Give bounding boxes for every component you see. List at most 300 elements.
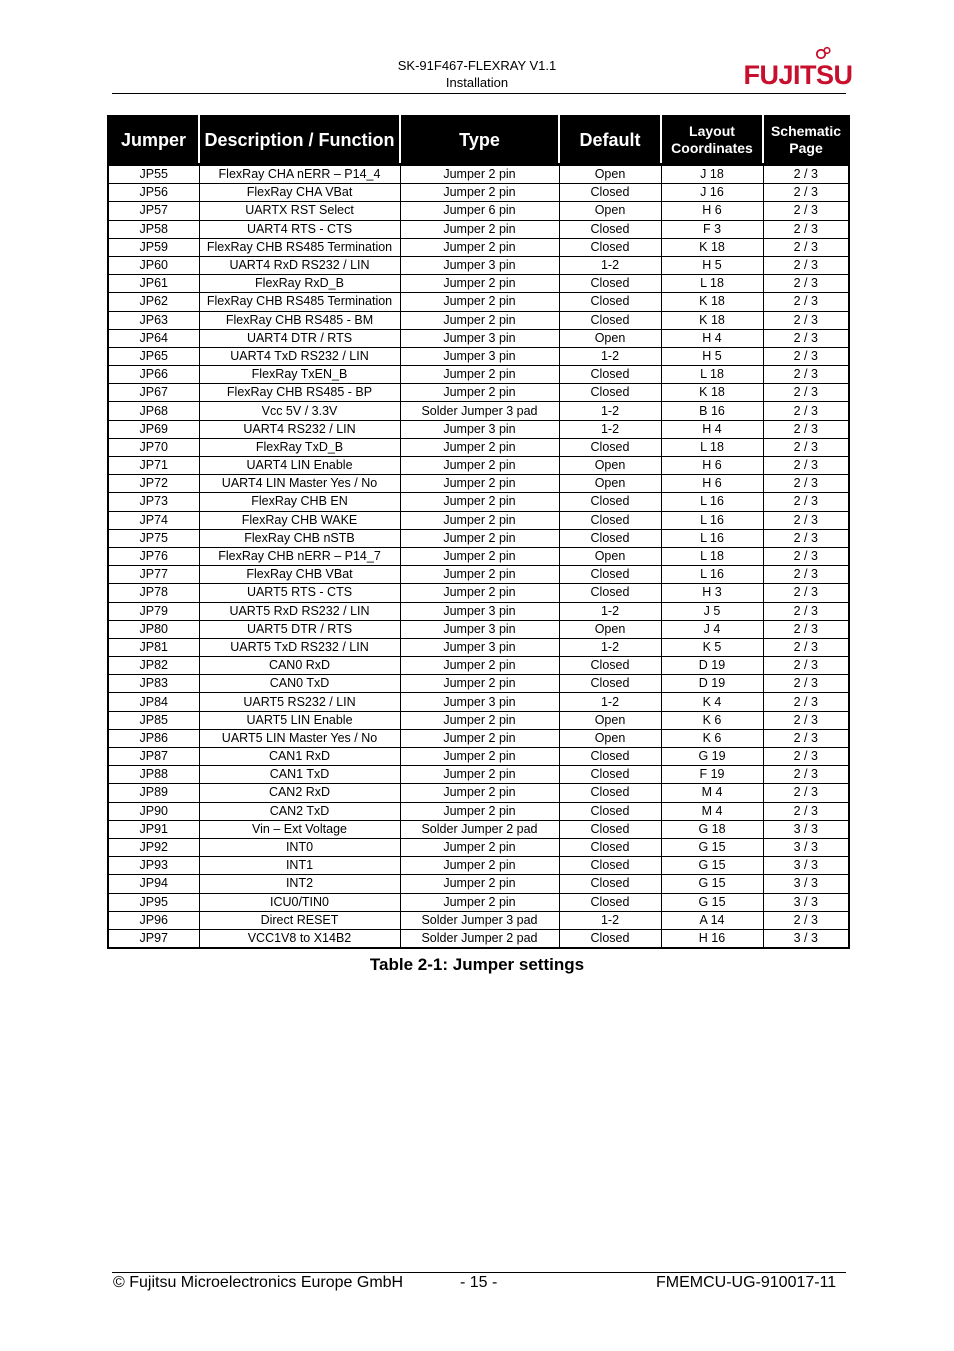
default-cell: Closed xyxy=(559,566,661,584)
default-cell: Closed xyxy=(559,857,661,875)
table-row xyxy=(108,802,849,820)
jumper-cell: JP79 xyxy=(108,602,199,620)
table-row xyxy=(108,457,849,475)
document-title: SK-91F467-FLEXRAY V1.1 xyxy=(397,58,557,73)
default-cell: Closed xyxy=(559,875,661,893)
table-row xyxy=(108,729,849,747)
table-row xyxy=(108,620,849,638)
jumper-cell: JP68 xyxy=(108,402,199,420)
layout-coordinates-cell: L 16 xyxy=(661,529,763,547)
description-cell: FlexRay CHB EN xyxy=(199,493,400,511)
schematic-page-cell: 3 / 3 xyxy=(763,875,849,893)
description-cell: UART5 DTR / RTS xyxy=(199,620,400,638)
schematic-page-cell: 3 / 3 xyxy=(763,929,849,948)
schematic-page-cell: 2 / 3 xyxy=(763,347,849,365)
jumper-cell: JP89 xyxy=(108,784,199,802)
schematic-page-cell: 2 / 3 xyxy=(763,711,849,729)
layout-coordinates-cell: G 15 xyxy=(661,838,763,856)
schematic-page-cell: 2 / 3 xyxy=(763,475,849,493)
default-cell: Closed xyxy=(559,748,661,766)
layout-coordinates-cell: K 18 xyxy=(661,293,763,311)
table-row xyxy=(108,438,849,456)
layout-coordinates-cell: D 19 xyxy=(661,675,763,693)
layout-coordinates-cell: G 15 xyxy=(661,893,763,911)
table-row xyxy=(108,184,849,202)
layout-coordinates-cell: H 3 xyxy=(661,584,763,602)
schematic-page-cell: 3 / 3 xyxy=(763,820,849,838)
type-cell: Jumper 2 pin xyxy=(400,875,559,893)
description-cell: FlexRay TxEN_B xyxy=(199,366,400,384)
default-cell: Closed xyxy=(559,929,661,948)
description-cell: CAN2 RxD xyxy=(199,784,400,802)
schematic-page-cell: 3 / 3 xyxy=(763,838,849,856)
jumper-cell: JP64 xyxy=(108,329,199,347)
jumper-cell: JP73 xyxy=(108,493,199,511)
type-cell: Jumper 2 pin xyxy=(400,675,559,693)
default-cell: Closed xyxy=(559,293,661,311)
type-cell: Jumper 3 pin xyxy=(400,602,559,620)
default-cell: 1-2 xyxy=(559,420,661,438)
layout-coordinates-cell: F 3 xyxy=(661,220,763,238)
type-cell: Jumper 2 pin xyxy=(400,784,559,802)
schematic-page-cell: 2 / 3 xyxy=(763,620,849,638)
layout-coordinates-cell: G 15 xyxy=(661,857,763,875)
jumper-cell: JP86 xyxy=(108,729,199,747)
description-cell: UART5 RTS - CTS xyxy=(199,584,400,602)
default-cell: Open xyxy=(559,329,661,347)
default-cell: Closed xyxy=(559,802,661,820)
layout-coordinates-cell: L 18 xyxy=(661,275,763,293)
type-cell: Jumper 2 pin xyxy=(400,475,559,493)
type-cell: Jumper 2 pin xyxy=(400,511,559,529)
description-cell: UART5 RS232 / LIN xyxy=(199,693,400,711)
description-cell: UART4 LIN Master Yes / No xyxy=(199,475,400,493)
type-cell: Jumper 2 pin xyxy=(400,838,559,856)
table-row xyxy=(108,347,849,365)
type-cell: Jumper 3 pin xyxy=(400,693,559,711)
schematic-page-cell: 2 / 3 xyxy=(763,566,849,584)
description-cell: UART4 TxD RS232 / LIN xyxy=(199,347,400,365)
schematic-page-cell: 2 / 3 xyxy=(763,366,849,384)
description-cell: UART5 TxD RS232 / LIN xyxy=(199,638,400,656)
type-cell: Jumper 2 pin xyxy=(400,457,559,475)
type-cell: Solder Jumper 2 pad xyxy=(400,820,559,838)
type-cell: Jumper 2 pin xyxy=(400,220,559,238)
layout-coordinates-cell: B 16 xyxy=(661,402,763,420)
type-cell: Solder Jumper 3 pad xyxy=(400,911,559,929)
default-cell: Closed xyxy=(559,838,661,856)
table-row xyxy=(108,547,849,565)
description-cell: UART5 RxD RS232 / LIN xyxy=(199,602,400,620)
jumper-cell: JP96 xyxy=(108,911,199,929)
jumper-cell: JP57 xyxy=(108,202,199,220)
table-row xyxy=(108,838,849,856)
type-cell: Jumper 2 pin xyxy=(400,566,559,584)
jumper-cell: JP74 xyxy=(108,511,199,529)
layout-coordinates-cell: F 19 xyxy=(661,766,763,784)
table-row xyxy=(108,420,849,438)
layout-coordinates-cell: J 5 xyxy=(661,602,763,620)
description-cell: FlexRay CHB VBat xyxy=(199,566,400,584)
type-cell: Jumper 2 pin xyxy=(400,529,559,547)
table-row xyxy=(108,693,849,711)
description-cell: CAN0 RxD xyxy=(199,657,400,675)
schematic-page-cell: 2 / 3 xyxy=(763,311,849,329)
schematic-page-cell: 2 / 3 xyxy=(763,657,849,675)
layout-coordinates-cell: L 16 xyxy=(661,511,763,529)
layout-coordinates-cell: J 18 xyxy=(661,165,763,184)
schematic-page-cell: 2 / 3 xyxy=(763,238,849,256)
page-number: - 15 - xyxy=(460,1274,498,1291)
table-row xyxy=(108,766,849,784)
description-cell: CAN2 TxD xyxy=(199,802,400,820)
description-cell: FlexRay CHB WAKE xyxy=(199,511,400,529)
description-cell: FlexRay CHA VBat xyxy=(199,184,400,202)
table-row xyxy=(108,293,849,311)
default-cell: Closed xyxy=(559,184,661,202)
jumper-cell: JP85 xyxy=(108,711,199,729)
layout-coordinates-cell: L 16 xyxy=(661,493,763,511)
table-row xyxy=(108,238,849,256)
default-cell: Closed xyxy=(559,584,661,602)
description-cell: Vin – Ext Voltage xyxy=(199,820,400,838)
schematic-page-cell: 2 / 3 xyxy=(763,438,849,456)
layout-coordinates-cell: L 18 xyxy=(661,438,763,456)
jumper-cell: JP97 xyxy=(108,929,199,948)
description-cell: UART4 RTS - CTS xyxy=(199,220,400,238)
default-cell: Closed xyxy=(559,238,661,256)
layout-coordinates-cell: L 16 xyxy=(661,566,763,584)
description-cell: FlexRay RxD_B xyxy=(199,275,400,293)
table-row xyxy=(108,929,849,948)
default-cell: Closed xyxy=(559,438,661,456)
footer-rule xyxy=(112,1272,846,1273)
table-row xyxy=(108,256,849,274)
table-row xyxy=(108,911,849,929)
layout-coordinates-cell: K 5 xyxy=(661,638,763,656)
default-cell: Closed xyxy=(559,511,661,529)
jumper-cell: JP83 xyxy=(108,675,199,693)
type-cell: Jumper 2 pin xyxy=(400,893,559,911)
schematic-page-cell: 2 / 3 xyxy=(763,384,849,402)
table-row xyxy=(108,275,849,293)
type-cell: Jumper 2 pin xyxy=(400,493,559,511)
jumper-cell: JP66 xyxy=(108,366,199,384)
table-row xyxy=(108,475,849,493)
table-row xyxy=(108,202,849,220)
jumper-cell: JP90 xyxy=(108,802,199,820)
schematic-page-cell: 2 / 3 xyxy=(763,184,849,202)
default-cell: 1-2 xyxy=(559,911,661,929)
table-row xyxy=(108,311,849,329)
schematic-page-cell: 2 / 3 xyxy=(763,729,849,747)
default-cell: Closed xyxy=(559,275,661,293)
jumper-cell: JP76 xyxy=(108,547,199,565)
jumper-cell: JP55 xyxy=(108,165,199,184)
layout-coordinates-cell: K 18 xyxy=(661,384,763,402)
description-cell: FlexRay CHB RS485 - BP xyxy=(199,384,400,402)
schematic-page-cell: 3 / 3 xyxy=(763,857,849,875)
description-cell: UART4 RS232 / LIN xyxy=(199,420,400,438)
type-cell: Jumper 3 pin xyxy=(400,347,559,365)
table-row xyxy=(108,529,849,547)
default-cell: Open xyxy=(559,202,661,220)
table-row xyxy=(108,857,849,875)
schematic-page-cell: 3 / 3 xyxy=(763,893,849,911)
default-cell: 1-2 xyxy=(559,402,661,420)
header-type: Type xyxy=(400,116,559,165)
jumper-cell: JP59 xyxy=(108,238,199,256)
type-cell: Solder Jumper 2 pad xyxy=(400,929,559,948)
default-cell: Open xyxy=(559,547,661,565)
type-cell: Jumper 2 pin xyxy=(400,711,559,729)
default-cell: Closed xyxy=(559,384,661,402)
jumper-cell: JP91 xyxy=(108,820,199,838)
table-row xyxy=(108,875,849,893)
schematic-page-cell: 2 / 3 xyxy=(763,165,849,184)
jumper-cell: JP56 xyxy=(108,184,199,202)
jumper-cell: JP87 xyxy=(108,748,199,766)
description-cell: CAN0 TxD xyxy=(199,675,400,693)
layout-coordinates-cell: K 4 xyxy=(661,693,763,711)
table-header-row xyxy=(108,116,849,165)
table-row xyxy=(108,493,849,511)
table-caption: Table 2-1: Jumper settings xyxy=(369,955,585,974)
jumper-cell: JP75 xyxy=(108,529,199,547)
layout-coordinates-cell: H 4 xyxy=(661,420,763,438)
layout-coordinates-cell: H 16 xyxy=(661,929,763,948)
description-cell: UARTX RST Select xyxy=(199,202,400,220)
layout-coordinates-cell: K 18 xyxy=(661,238,763,256)
layout-coordinates-cell: H 6 xyxy=(661,457,763,475)
default-cell: Closed xyxy=(559,529,661,547)
header-description: Description / Function xyxy=(199,116,400,165)
jumper-cell: JP94 xyxy=(108,875,199,893)
layout-coordinates-cell: H 5 xyxy=(661,347,763,365)
default-cell: Closed xyxy=(559,820,661,838)
header-schematic-page: Schematic Page xyxy=(763,116,849,165)
description-cell: CAN1 TxD xyxy=(199,766,400,784)
jumper-cell: JP82 xyxy=(108,657,199,675)
jumper-cell: JP93 xyxy=(108,857,199,875)
layout-coordinates-cell: G 15 xyxy=(661,875,763,893)
table-row xyxy=(108,602,849,620)
default-cell: Closed xyxy=(559,675,661,693)
header-layout-coordinates: Layout Coordinates xyxy=(661,116,763,165)
schematic-page-cell: 2 / 3 xyxy=(763,275,849,293)
layout-coordinates-cell: H 4 xyxy=(661,329,763,347)
document-number: FMEMCU-UG-910017-11 xyxy=(656,1274,837,1291)
default-cell: Closed xyxy=(559,893,661,911)
description-cell: INT1 xyxy=(199,857,400,875)
default-cell: Open xyxy=(559,457,661,475)
description-cell: CAN1 RxD xyxy=(199,748,400,766)
schematic-page-cell: 2 / 3 xyxy=(763,402,849,420)
jumper-cell: JP81 xyxy=(108,638,199,656)
table-row xyxy=(108,584,849,602)
layout-coordinates-cell: H 6 xyxy=(661,202,763,220)
default-cell: 1-2 xyxy=(559,347,661,365)
description-cell: UART5 LIN Master Yes / No xyxy=(199,729,400,747)
table-row xyxy=(108,675,849,693)
table-row xyxy=(108,329,849,347)
jumper-cell: JP70 xyxy=(108,438,199,456)
description-cell: INT0 xyxy=(199,838,400,856)
description-cell: FlexRay CHB nERR – P14_7 xyxy=(199,547,400,565)
jumper-cell: JP78 xyxy=(108,584,199,602)
type-cell: Jumper 2 pin xyxy=(400,165,559,184)
type-cell: Jumper 2 pin xyxy=(400,802,559,820)
type-cell: Jumper 3 pin xyxy=(400,256,559,274)
layout-coordinates-cell: M 4 xyxy=(661,802,763,820)
jumper-cell: JP61 xyxy=(108,275,199,293)
default-cell: Closed xyxy=(559,366,661,384)
type-cell: Jumper 2 pin xyxy=(400,766,559,784)
layout-coordinates-cell: A 14 xyxy=(661,911,763,929)
description-cell: Direct RESET xyxy=(199,911,400,929)
type-cell: Jumper 2 pin xyxy=(400,293,559,311)
type-cell: Jumper 2 pin xyxy=(400,729,559,747)
layout-coordinates-cell: H 6 xyxy=(661,475,763,493)
type-cell: Jumper 2 pin xyxy=(400,657,559,675)
default-cell: Open xyxy=(559,729,661,747)
schematic-page-cell: 2 / 3 xyxy=(763,584,849,602)
default-cell: Open xyxy=(559,475,661,493)
layout-coordinates-cell: G 19 xyxy=(661,748,763,766)
schematic-page-cell: 2 / 3 xyxy=(763,493,849,511)
type-cell: Jumper 2 pin xyxy=(400,184,559,202)
table-row xyxy=(108,402,849,420)
type-cell: Jumper 2 pin xyxy=(400,547,559,565)
table-row xyxy=(108,820,849,838)
table-row xyxy=(108,711,849,729)
jumper-settings-table xyxy=(107,115,850,949)
layout-coordinates-cell: H 5 xyxy=(661,256,763,274)
layout-coordinates-cell: L 18 xyxy=(661,366,763,384)
layout-coordinates-cell: J 4 xyxy=(661,620,763,638)
type-cell: Jumper 3 pin xyxy=(400,620,559,638)
default-cell: Closed xyxy=(559,311,661,329)
jumper-cell: JP92 xyxy=(108,838,199,856)
schematic-page-cell: 2 / 3 xyxy=(763,693,849,711)
jumper-cell: JP71 xyxy=(108,457,199,475)
default-cell: 1-2 xyxy=(559,638,661,656)
table-row xyxy=(108,220,849,238)
type-cell: Jumper 3 pin xyxy=(400,638,559,656)
schematic-page-cell: 2 / 3 xyxy=(763,784,849,802)
type-cell: Jumper 2 pin xyxy=(400,438,559,456)
layout-coordinates-cell: K 6 xyxy=(661,729,763,747)
schematic-page-cell: 2 / 3 xyxy=(763,202,849,220)
layout-coordinates-cell: G 18 xyxy=(661,820,763,838)
jumper-cell: JP58 xyxy=(108,220,199,238)
type-cell: Solder Jumper 3 pad xyxy=(400,402,559,420)
type-cell: Jumper 3 pin xyxy=(400,420,559,438)
type-cell: Jumper 2 pin xyxy=(400,366,559,384)
type-cell: Jumper 2 pin xyxy=(400,748,559,766)
default-cell: Open xyxy=(559,165,661,184)
table-row xyxy=(108,657,849,675)
jumper-cell: JP95 xyxy=(108,893,199,911)
schematic-page-cell: 2 / 3 xyxy=(763,256,849,274)
schematic-page-cell: 2 / 3 xyxy=(763,547,849,565)
table-row xyxy=(108,165,849,184)
schematic-page-cell: 2 / 3 xyxy=(763,220,849,238)
type-cell: Jumper 2 pin xyxy=(400,384,559,402)
description-cell: UART4 RxD RS232 / LIN xyxy=(199,256,400,274)
svg-text:FUJITSU: FUJITSU xyxy=(743,60,853,90)
header-rule xyxy=(112,93,846,94)
description-cell: FlexRay CHB RS485 Termination xyxy=(199,293,400,311)
default-cell: Closed xyxy=(559,784,661,802)
schematic-page-cell: 2 / 3 xyxy=(763,329,849,347)
default-cell: 1-2 xyxy=(559,256,661,274)
schematic-page-cell: 2 / 3 xyxy=(763,602,849,620)
table-row xyxy=(108,566,849,584)
layout-coordinates-cell: D 19 xyxy=(661,657,763,675)
default-cell: 1-2 xyxy=(559,602,661,620)
layout-coordinates-cell: J 16 xyxy=(661,184,763,202)
default-cell: Closed xyxy=(559,493,661,511)
schematic-page-cell: 2 / 3 xyxy=(763,766,849,784)
jumper-cell: JP65 xyxy=(108,347,199,365)
table-row xyxy=(108,638,849,656)
table-row xyxy=(108,511,849,529)
default-cell: Closed xyxy=(559,657,661,675)
description-cell: FlexRay CHB nSTB xyxy=(199,529,400,547)
default-cell: Open xyxy=(559,620,661,638)
description-cell: FlexRay TxD_B xyxy=(199,438,400,456)
layout-coordinates-cell: L 18 xyxy=(661,547,763,565)
type-cell: Jumper 3 pin xyxy=(400,329,559,347)
description-cell: ICU0/TIN0 xyxy=(199,893,400,911)
layout-coordinates-cell: K 18 xyxy=(661,311,763,329)
fujitsu-logo xyxy=(743,46,853,92)
schematic-page-cell: 2 / 3 xyxy=(763,638,849,656)
description-cell: UART5 LIN Enable xyxy=(199,711,400,729)
description-cell: FlexRay CHA nERR – P14_4 xyxy=(199,165,400,184)
jumper-cell: JP80 xyxy=(108,620,199,638)
schematic-page-cell: 2 / 3 xyxy=(763,748,849,766)
jumper-cell: JP77 xyxy=(108,566,199,584)
jumper-cell: JP69 xyxy=(108,420,199,438)
schematic-page-cell: 2 / 3 xyxy=(763,529,849,547)
description-cell: UART4 LIN Enable xyxy=(199,457,400,475)
section-name: Installation xyxy=(445,75,509,90)
description-cell: FlexRay CHB RS485 Termination xyxy=(199,238,400,256)
type-cell: Jumper 2 pin xyxy=(400,238,559,256)
jumper-cell: JP84 xyxy=(108,693,199,711)
default-cell: 1-2 xyxy=(559,693,661,711)
schematic-page-cell: 2 / 3 xyxy=(763,293,849,311)
description-cell: VCC1V8 to X14B2 xyxy=(199,929,400,948)
default-cell: Closed xyxy=(559,220,661,238)
schematic-page-cell: 2 / 3 xyxy=(763,911,849,929)
header-default: Default xyxy=(559,116,661,165)
schematic-page-cell: 2 / 3 xyxy=(763,457,849,475)
type-cell: Jumper 2 pin xyxy=(400,857,559,875)
table-row xyxy=(108,893,849,911)
description-cell: INT2 xyxy=(199,875,400,893)
description-cell: UART4 DTR / RTS xyxy=(199,329,400,347)
header-jumper: Jumper xyxy=(108,116,199,165)
type-cell: Jumper 2 pin xyxy=(400,311,559,329)
jumper-cell: JP67 xyxy=(108,384,199,402)
description-cell: Vcc 5V / 3.3V xyxy=(199,402,400,420)
table-row xyxy=(108,784,849,802)
type-cell: Jumper 2 pin xyxy=(400,275,559,293)
schematic-page-cell: 2 / 3 xyxy=(763,511,849,529)
